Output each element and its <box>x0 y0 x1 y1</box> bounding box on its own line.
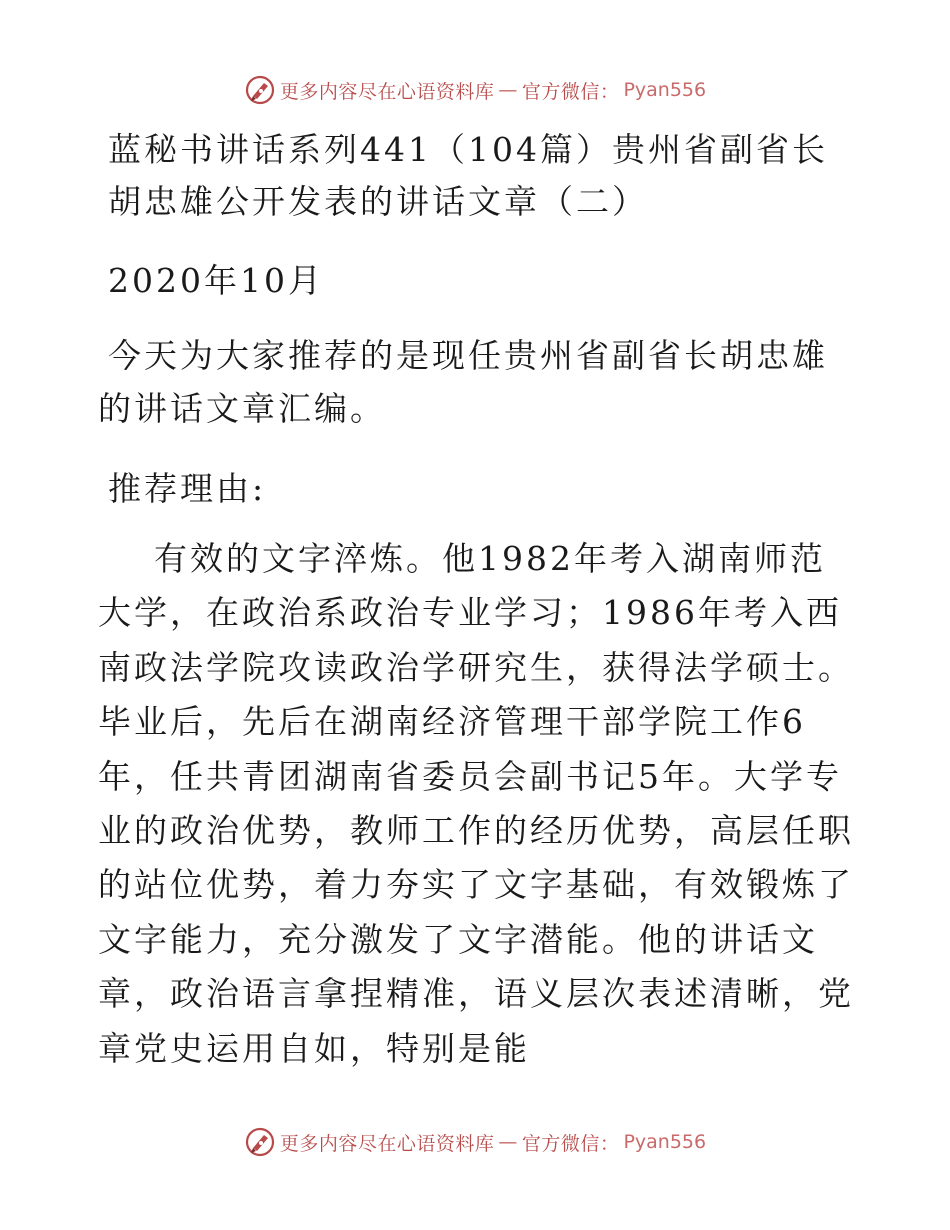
watermark-text: 更多内容尽在心语资料库 <box>279 80 495 103</box>
watermark-wechat-label: 官方微信： <box>521 1132 620 1155</box>
pen-logo-icon <box>244 1126 276 1158</box>
pen-logo-icon <box>244 74 276 106</box>
watermark-text: 更多内容尽在心语资料库 <box>279 1132 495 1155</box>
document-title-block <box>98 124 858 228</box>
header-watermark <box>0 70 950 110</box>
reason-heading: 推荐理由: <box>108 469 267 508</box>
watermark-wechat-id: Pyan556 <box>623 79 707 101</box>
watermark-separator: — <box>498 1131 518 1153</box>
watermark-wechat-label: 官方微信： <box>521 80 620 103</box>
watermark-wechat-id: Pyan556 <box>623 1131 707 1153</box>
body-paragraph: 有效的文字淬炼。他1982年考入湖南师范大学，在政治系政治专业学习；1986年考入西南政法学院攻读政治学研究生，获得法学硕士。毕业后，先后在湖南经济管理干部学院工作6年，任共青团湖南省委员会副书记5年。大学专业的政治优势，教师工作的经历优势，高层任职的站位优势，着力夯实了文字基础，有效锻炼了文字能力，充分激发了文字潜能。他的讲话文章，政治语言拿捏精准，语义层次表述清晰，党章党史运用自如，特别是能 <box>98 539 854 1068</box>
document-title: 蓝秘书讲话系列441（104篇）贵州省副省长胡忠雄公开发表的讲话文章（二） <box>108 130 828 221</box>
watermark-separator: — <box>498 79 518 101</box>
footer-watermark <box>0 1122 950 1162</box>
intro-paragraph: 今天为大家推荐的是现任贵州省副省长胡忠雄的讲话文章汇编。 <box>98 336 828 428</box>
document-date: 2020年10月 <box>108 261 324 300</box>
